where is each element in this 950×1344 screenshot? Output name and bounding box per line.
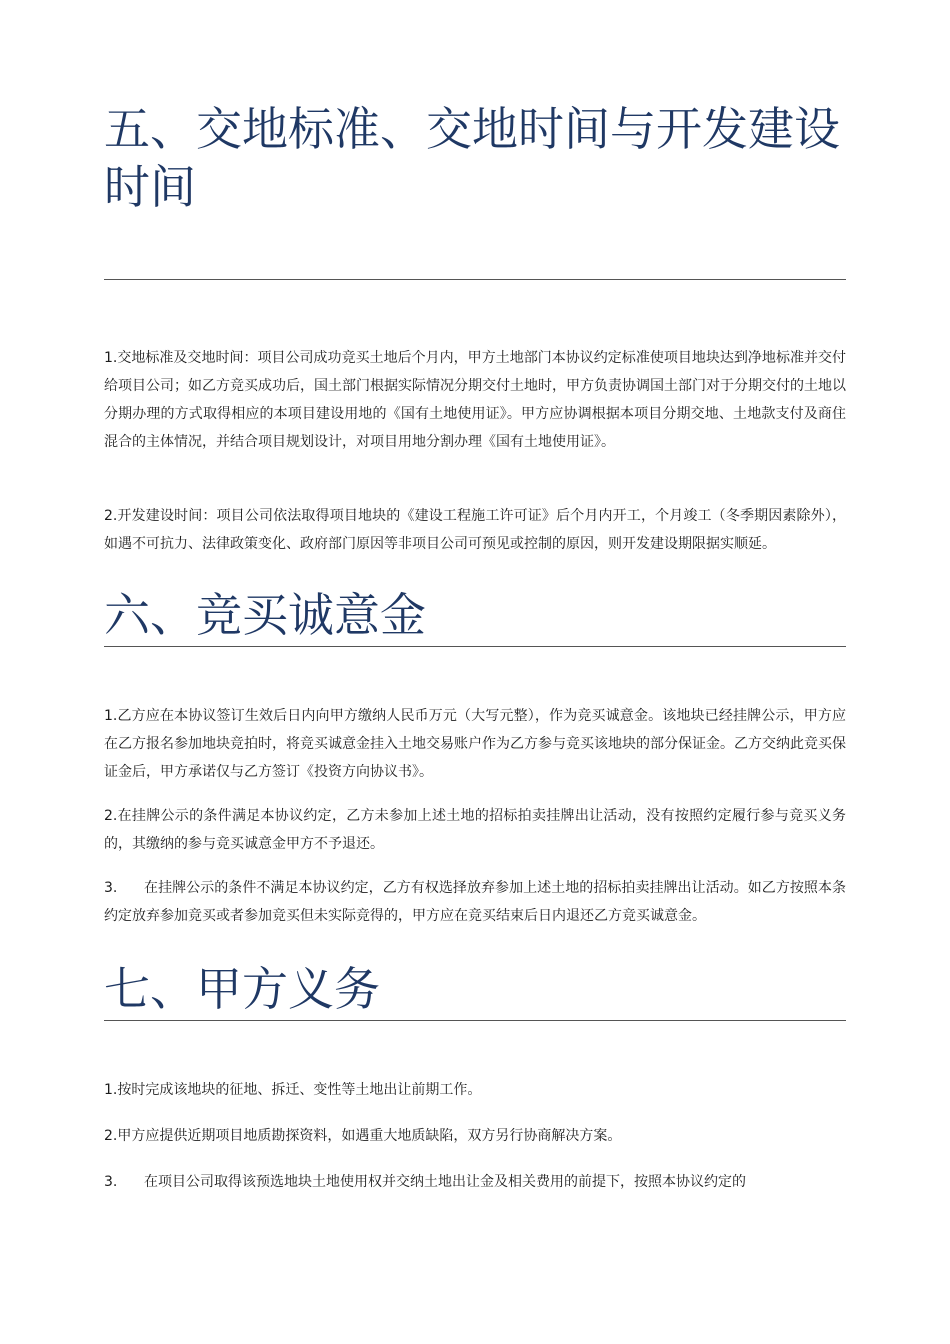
item-number: 3. [104,1174,118,1190]
paragraph-obligation-3 [104,1168,846,1196]
paragraph-obligation-2: 2.甲方应提供近期项目地质勘探资料，如遇重大地质缺陷，双方另行协商解决方案。 [104,1128,622,1144]
heading-line-2: 时间 [104,160,196,214]
paragraph-handover-time: 1.交地标准及交地时间：项目公司成功竞买土地后个月内，甲方土地部门本协议约定标准使项目地块达到净地标准并交付给项目公司；如乙方竞买成功后，国土部门根据实际情况分期交付土地时，甲方负责协调国土部门对于分期交付的土地以分期办理的方式取得相应的本项目建设用地的《国有土地使用证》。甲方应协调根据本项目分期交地、土地款支付及商住混合的主体情况，并结合项目规划设计，对项目用地分割办理《国有土地使用证》。 [104,350,846,450]
section-heading-6: 六、竞买诚意金 [104,583,846,647]
paragraph-deposit-refund [104,874,846,930]
heading-line-1: 五、交地标准、交地时间与开发建设 [104,102,840,156]
section-heading-5 [104,100,846,280]
item-text: 在挂牌公示的条件不满足本协议约定，乙方有权选择放弃参加上述土地的招标拍卖挂牌出让活动。如乙方按照本条约定放弃参加竞买或者参加竞买但未实际竞得的，甲方应在竞买结束后日内退还乙方竞买诚意金。 [104,880,846,924]
item-number: 3. [104,880,118,896]
paragraph-deposit-payment: 1.乙方应在本协议签订生效后日内向甲方缴纳人民币万元（大写元整），作为竞买诚意金。该地块已经挂牌公示，甲方应在乙方报名参加地块竞拍时，将竞买诚意金挂入土地交易账户作为乙方参与竞买该地块的部分保证金。乙方交纳此竞买保证金后，甲方承诺仅与乙方签订《投资方向协议书》。 [104,708,846,780]
paragraph-obligation-1: 1.按时完成该地块的征地、拆迁、变性等土地出让前期工作。 [104,1082,482,1098]
section-heading-7: 七、甲方义务 [104,958,846,1021]
paragraph-deposit-forfeit: 2.在挂牌公示的条件满足本协议约定，乙方未参加上述土地的招标拍卖挂牌出让活动，没有按照约定履行参与竞买义务的，其缴纳的参与竞买诚意金甲方不予退还。 [104,808,846,852]
paragraph-development-time: 2.开发建设时间：项目公司依法取得项目地块的《建设工程施工许可证》后个月内开工，个月竣工（冬季期因素除外），如遇不可抗力、法律政策变化、政府部门原因等非项目公司可预见或控制的原因，则开发建设期限据实顺延。 [104,508,846,552]
item-text: 在项目公司取得该预选地块土地使用权并交纳土地出让金及相关费用的前提下，按照本协议约定的 [144,1174,746,1190]
